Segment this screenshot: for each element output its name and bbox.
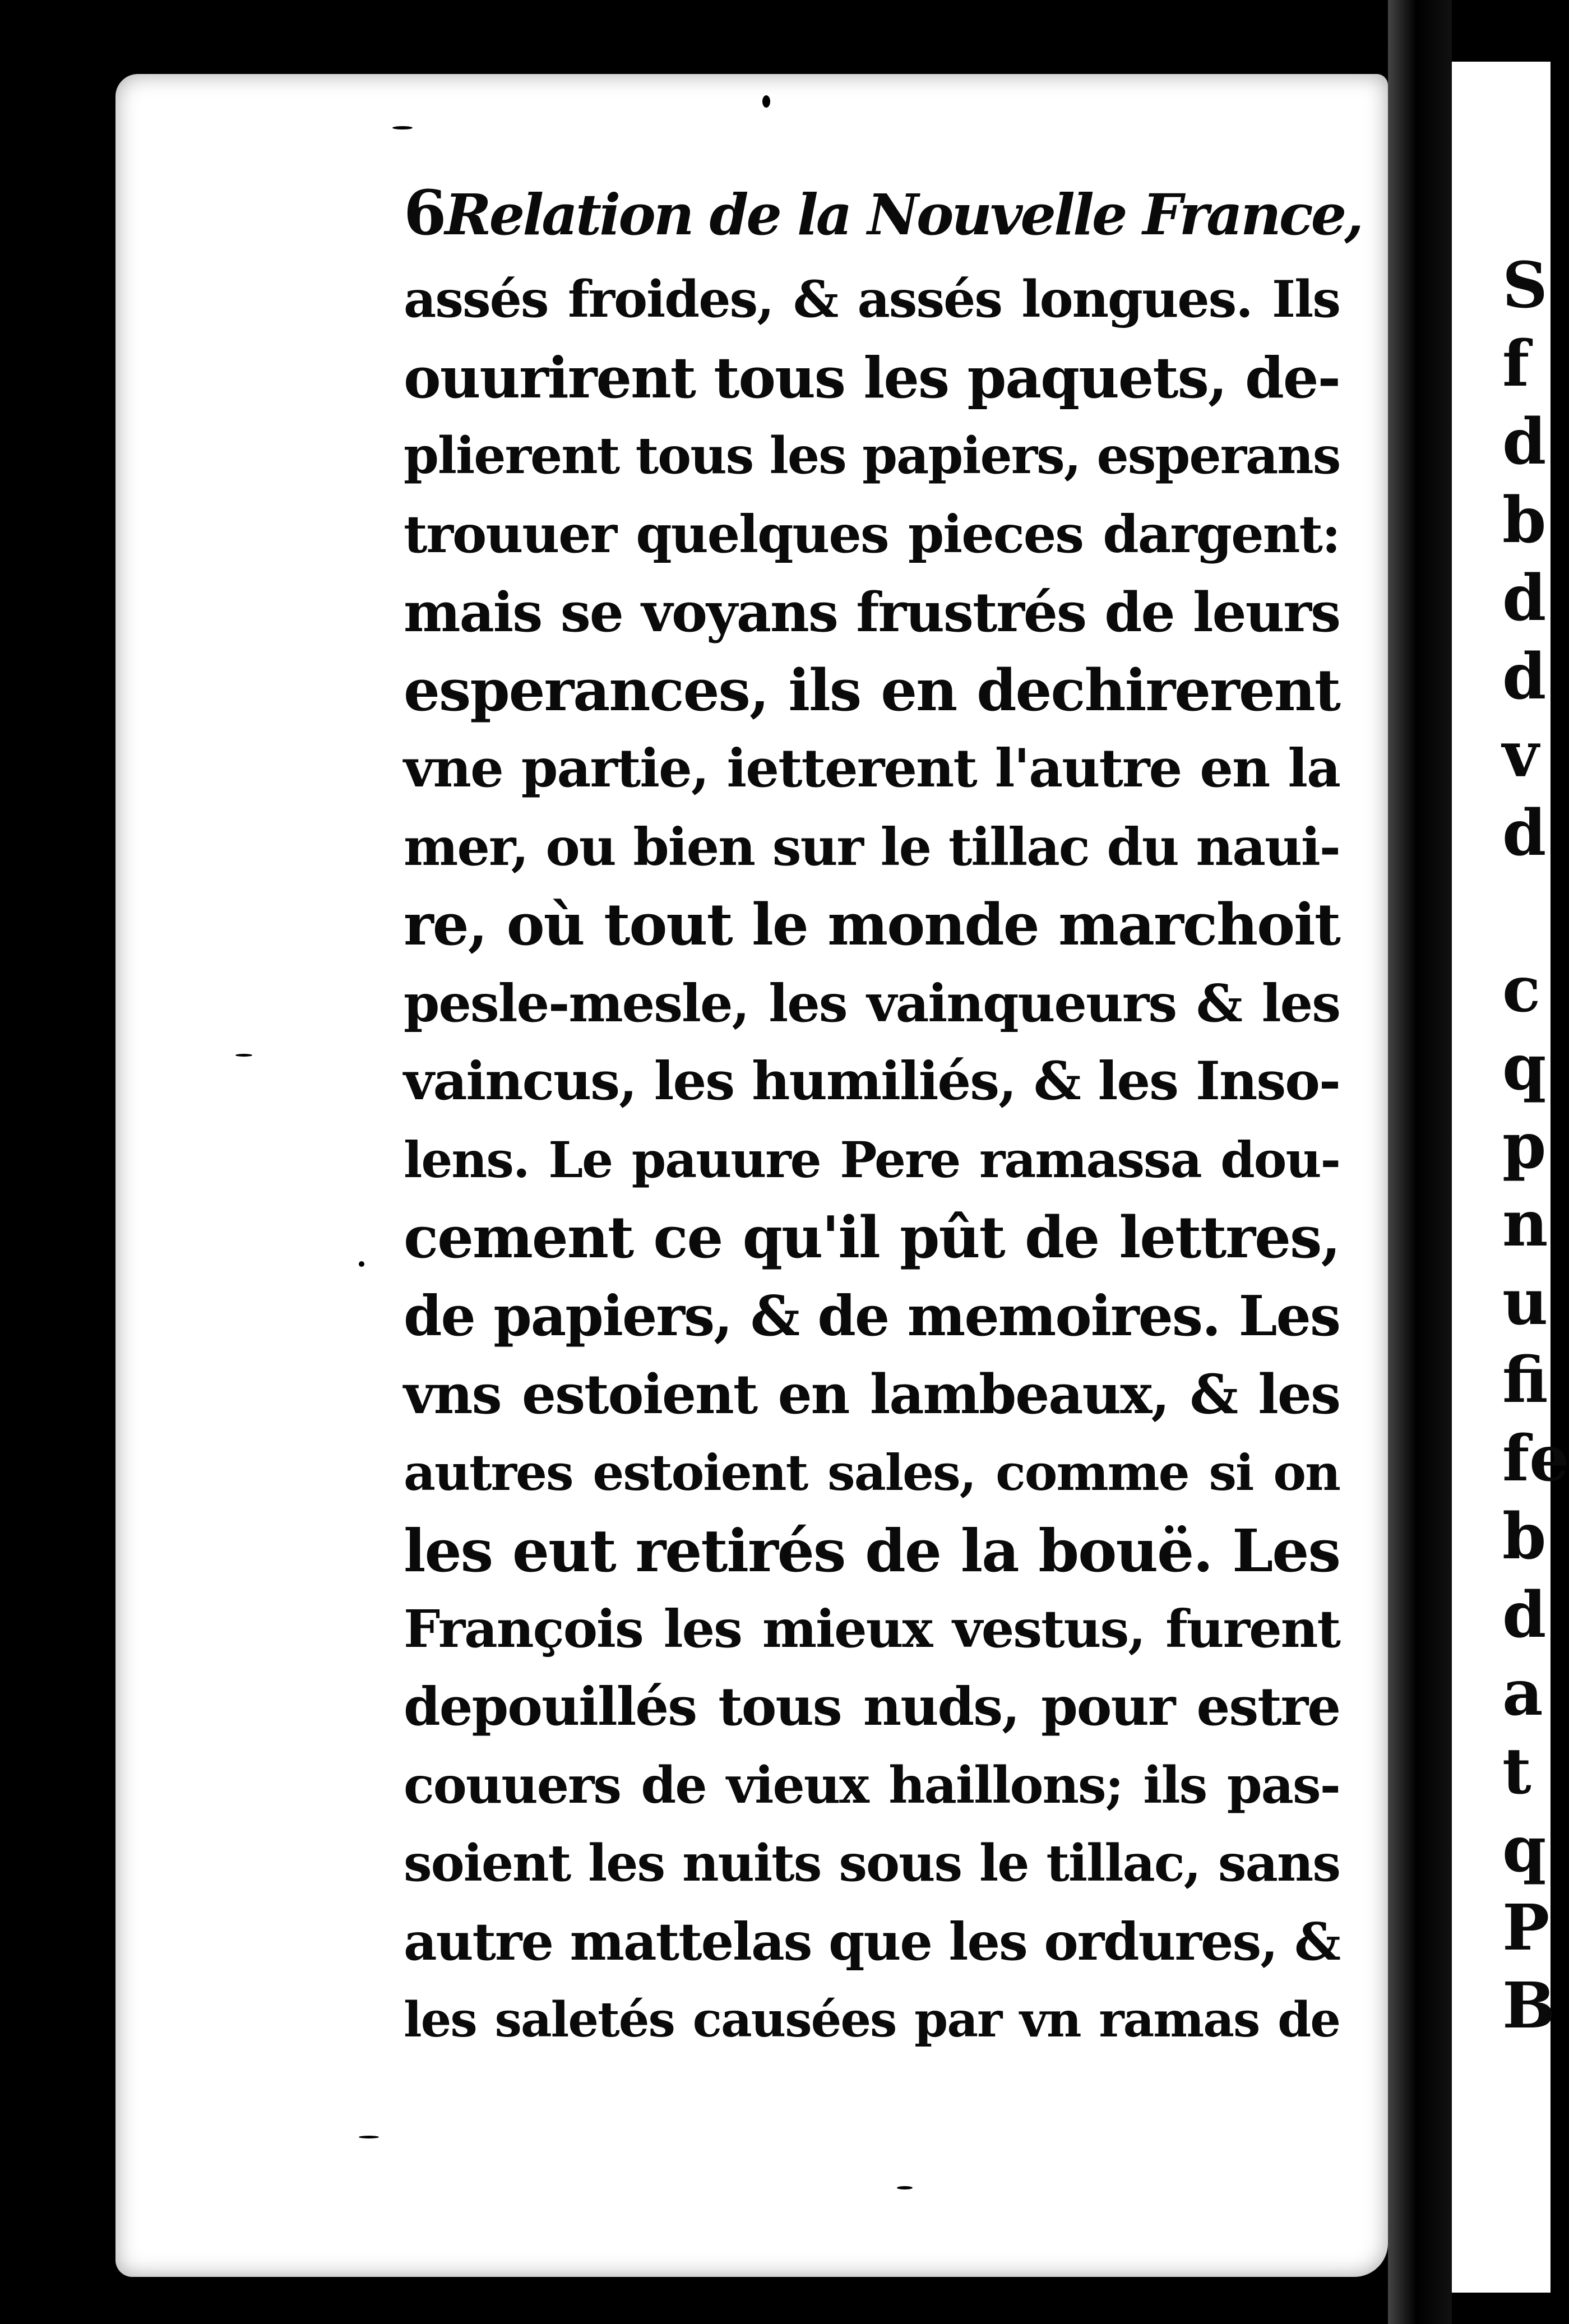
dust-speck [359,2136,379,2138]
dust-speck [392,126,413,129]
page-text-block [404,177,1362,2059]
facing-page-fragment: u [1502,1265,1548,1339]
text-line: les saletés causées par vn ramas de [404,1992,1340,2048]
facing-page-fragment: fi [1502,1344,1548,1417]
facing-page-fragment: b [1502,1500,1547,1573]
facing-page-fragment: a [1502,1656,1543,1730]
book-gutter [1388,0,1452,2324]
text-line: soient les nuits sous le tillac, sans [404,1834,1340,1893]
text-line: autres estoient sales, comme si on [404,1443,1340,1502]
facing-page-fragment: P [1502,1891,1550,1965]
facing-page-fragment: q [1502,1031,1547,1104]
running-head [404,177,1362,261]
text-line: trouuer quelques pieces dargent: [404,503,1340,564]
facing-page-fragment: t [1502,1734,1531,1808]
dust-speck [897,2186,913,2189]
facing-page-fragment: f [1502,327,1530,401]
facing-page-fragment: q [1502,1813,1547,1886]
facing-page-fragment: d [1502,1578,1547,1652]
dust-speck [359,1261,364,1267]
text-line: cement ce qu'il pût de lettres, [404,1204,1340,1271]
text-line: re, où tout le monde marchoit [404,891,1340,959]
text-line: lens. Le pauure Pere ramassa dou- [404,1130,1340,1189]
text-line: depouillés tous nuds, pour estre [404,1676,1340,1738]
text-line: vaincus, les humiliés, & les Inso- [404,1050,1340,1112]
text-line: autre mattelas que les ordures, & [404,1911,1340,1972]
text-line: vne partie, ietterent l'autre en la [404,738,1340,799]
body-text [404,261,1340,2059]
dust-speck [235,1054,252,1057]
facing-page-fragment: d [1502,640,1547,714]
text-line: couuers de vieux haillons; ils pas- [404,1755,1340,1815]
facing-page-fragment: d [1502,562,1547,635]
facing-page-fragment: p [1502,1109,1547,1183]
facing-page-text-fragments [1502,247,1569,2045]
text-line: les eut retirés de la bouë. Les [404,1516,1340,1585]
text-line: François les mieux vestus, furent [404,1598,1340,1659]
facing-page-fragment: v [1502,718,1539,791]
facing-page-fragment: B [1502,1969,1556,2043]
facing-page-fragment: d [1502,405,1547,479]
facing-page-fragment: b [1502,483,1547,557]
text-line: ouurirent tous les paquets, de- [404,344,1340,411]
facing-page-fragment [1502,872,1551,951]
text-line: assés froides, & assés longues. Ils [404,270,1340,329]
facing-page-fragment: c [1502,952,1541,1026]
facing-page-fragment: S [1502,249,1548,322]
facing-page-fragment: d [1502,796,1547,870]
text-line: mais se voyans frustrés de leurs [404,581,1340,644]
facing-page-fragment: fe [1502,1422,1569,1496]
page-number: 6 [404,177,445,249]
text-line: de papiers, & de memoires. Les [404,1284,1340,1349]
text-line: esperances, ils en dechirerent [404,656,1340,724]
dust-speck [762,95,770,108]
running-head-title: Relation de la Nouvelle France, [445,182,1362,248]
text-line: pesle-mesle, les vainqueurs & les [404,973,1340,1034]
facing-page-fragment: n [1502,1187,1548,1261]
text-line: vns estoient en lambeaux, & les [404,1363,1340,1426]
text-line: mer, ou bien sur le tillac du naui- [404,816,1340,877]
text-line: plierent tous les papiers, esperans [404,426,1340,485]
